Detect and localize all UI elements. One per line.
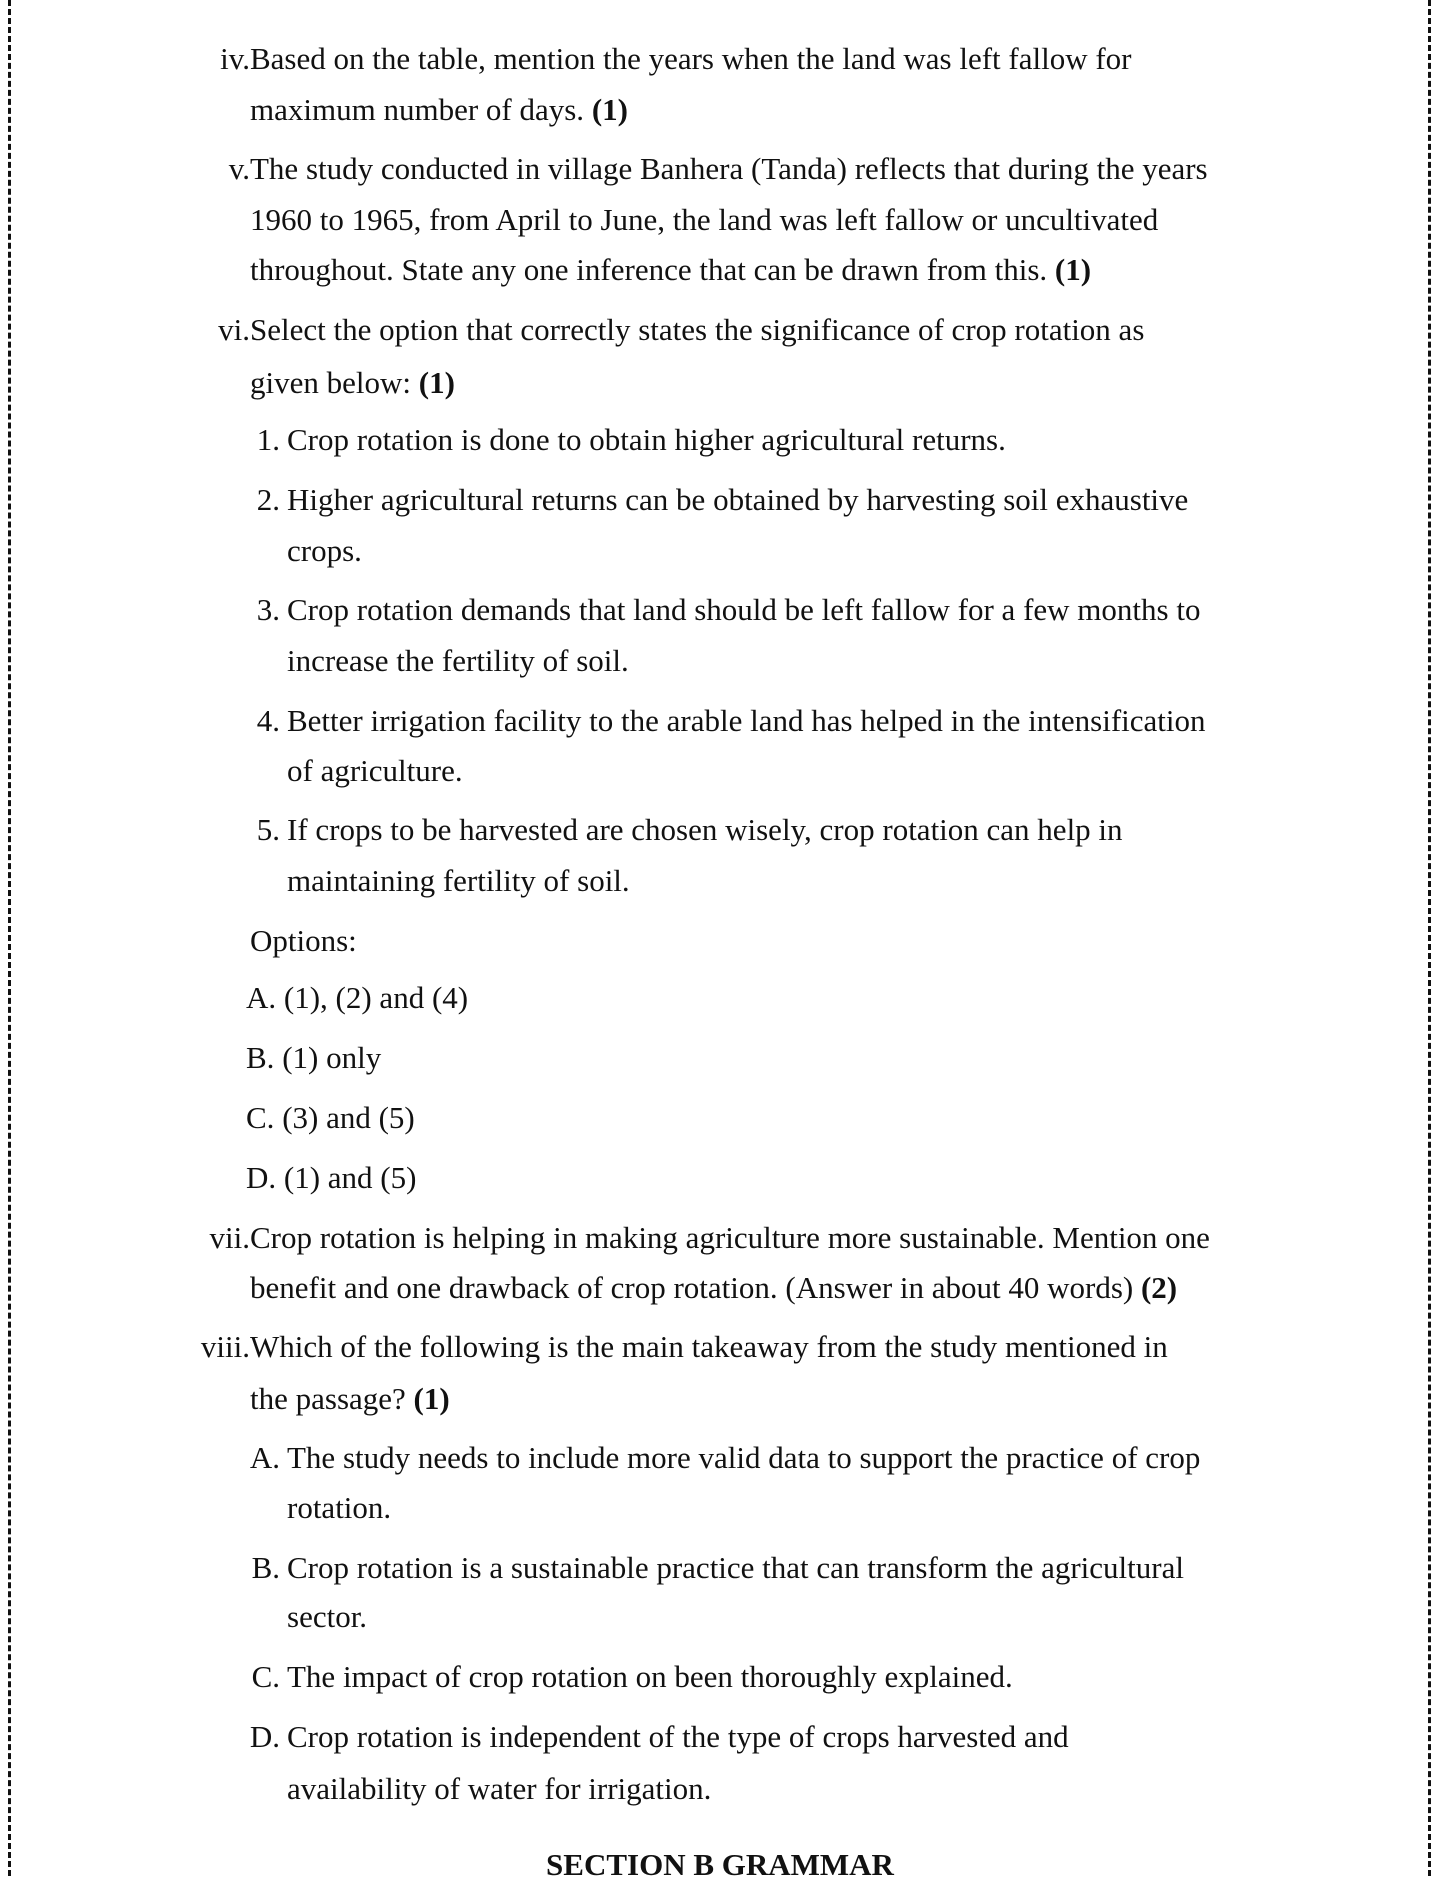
question-text: benefit and one drawback of crop rotation. (Answer in about 40 words) (2): [250, 1270, 1178, 1305]
option-c: C. (3) and (5): [246, 1100, 415, 1135]
question-text: throughout. State any one inference that can be drawn from this. (1): [250, 252, 1092, 287]
option-text: The study needs to include more valid data to support the practice of crop: [287, 1440, 1201, 1475]
question-text: Crop rotation is helping in making agriculture more sustainable. Mention one: [250, 1220, 1210, 1255]
page-border-right: [1428, 0, 1431, 1876]
option-b: B. (1) only: [246, 1040, 382, 1075]
question-text: Select the option that correctly states the significance of crop rotation as: [250, 312, 1145, 347]
option-a: A. (1), (2) and (4): [246, 980, 469, 1015]
statement-text: Higher agricultural returns can be obtained by harvesting soil exhaustive: [287, 482, 1189, 517]
statement-number: 5.: [256, 812, 280, 847]
statement-text: If crops to be harvested are chosen wisely, crop rotation can help in: [287, 812, 1123, 847]
option-d: D. (1) and (5): [246, 1160, 417, 1195]
question-text: given below: (1): [250, 365, 455, 400]
option-text: Crop rotation is a sustainable practice that can transform the agricultural: [287, 1550, 1184, 1585]
marks: (1): [418, 365, 455, 400]
option-text: rotation.: [287, 1490, 392, 1525]
statement-text: Better irrigation facility to the arable land has helped in the intensification: [287, 703, 1206, 738]
option-text: availability of water for irrigation.: [287, 1771, 712, 1806]
marks: (1): [591, 92, 628, 127]
question-number: v.: [228, 151, 250, 186]
page-border-left: [8, 0, 11, 1876]
statement-number: 2.: [256, 482, 280, 517]
question-text: 1960 to 1965, from April to June, the land was left fallow or uncultivated: [250, 202, 1159, 237]
question-text: Based on the table, mention the years when the land was left fallow for: [250, 41, 1132, 76]
question-text: maximum number of days. (1): [250, 92, 628, 127]
question-number: viii.: [200, 1329, 250, 1364]
marks: (2): [1140, 1270, 1178, 1305]
question-number: vii.: [209, 1220, 250, 1255]
question-number: iv.: [220, 41, 250, 76]
statement-text: maintaining fertility of soil.: [287, 863, 630, 898]
option-text: Crop rotation is independent of the type of crops harvested and: [287, 1719, 1069, 1754]
option-letter: C.: [251, 1659, 280, 1694]
marks: (1): [1054, 252, 1092, 287]
question-text: the passage? (1): [250, 1381, 450, 1416]
statement-text: of agriculture.: [287, 753, 463, 788]
marks: (1): [413, 1381, 450, 1416]
statement-number: 3.: [256, 592, 280, 627]
option-letter: D.: [249, 1719, 280, 1754]
statement-number: 1.: [256, 422, 280, 457]
statement-text: crops.: [287, 533, 362, 568]
statement-text: increase the fertility of soil.: [287, 643, 629, 678]
question-text: Which of the following is the main takeaway from the study mentioned in: [250, 1329, 1168, 1364]
option-letter: B.: [251, 1550, 280, 1585]
question-number: vi.: [218, 312, 250, 347]
statement-text: Crop rotation demands that land should be left fallow for a few months to: [287, 592, 1201, 627]
section-heading: SECTION B GRAMMAR: [546, 1847, 894, 1882]
option-letter: A.: [249, 1440, 280, 1475]
statement-number: 4.: [256, 703, 280, 738]
option-text: The impact of crop rotation on been thoroughly explained.: [287, 1659, 1013, 1694]
question-text: The study conducted in village Banhera (Tanda) reflects that during the years: [250, 151, 1208, 186]
option-text: sector.: [287, 1599, 368, 1634]
statement-text: Crop rotation is done to obtain higher agricultural returns.: [287, 422, 1006, 457]
options-label: Options:: [250, 923, 357, 958]
